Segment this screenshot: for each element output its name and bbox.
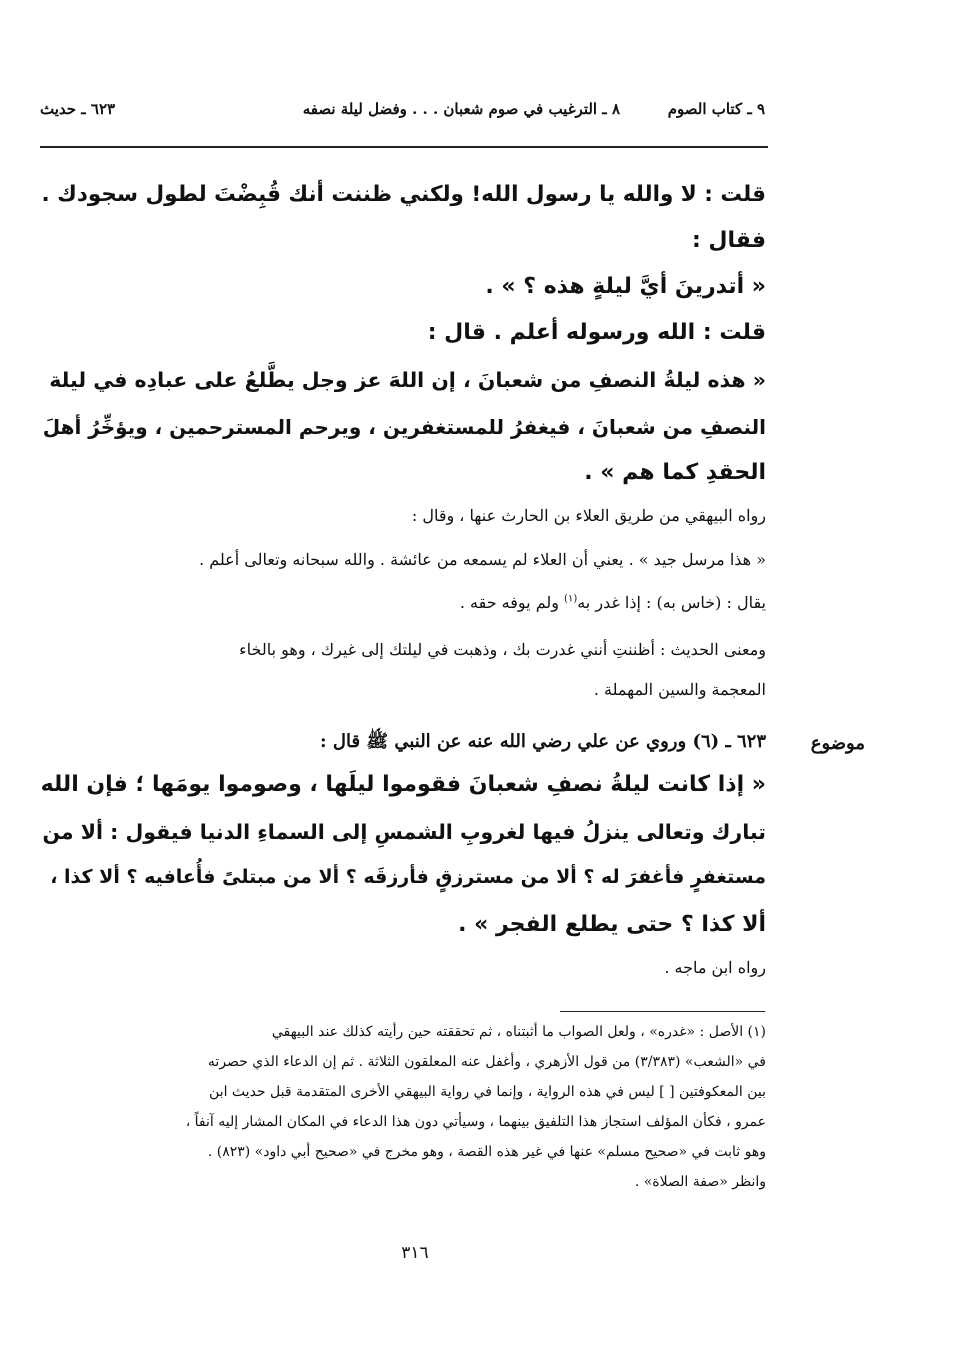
footnote-line: وانظر «صفة الصلاة» . xyxy=(634,1174,766,1190)
footnote-divider xyxy=(560,1011,765,1012)
text-line: ومعنى الحديث : أظننتِ أنني غدرت بك ، وذهبت في ليلتك إلى غيرك ، وهو بالخاء xyxy=(239,640,766,659)
text-line xyxy=(460,593,766,612)
footnote-line: بين المعكوفتين [ ] ليس في هذه الرواية ، وإنما في رواية البيهقي الأخرى المتقدمة قبل حديث ابن xyxy=(209,1084,766,1100)
footnote-line: وهو ثابت في «صحيح مسلم» عنها في غير هذه القصة ، وهو مخرج في «صحيح أبي داود» (٨٢٣) . xyxy=(207,1144,766,1160)
running-header xyxy=(40,100,765,128)
text-line: قلت : الله ورسوله أعلم . قال : xyxy=(427,320,766,345)
footnote-marker: (١) xyxy=(564,593,578,605)
text-line: تبارك وتعالى ينزلُ فيها لغروبِ الشمسِ إلى السماءِ الدنيا فيقول : ألا من xyxy=(42,820,766,844)
page-number: ٣١٦ xyxy=(401,1243,429,1263)
footnote-line: (١) الأصل : «غدره» ، ولعل الصواب ما أثبتناه ، ثم تحققته حين رأيته كذلك عند البيهقي xyxy=(271,1024,766,1040)
text-line: قلت : لا والله يا رسول الله! ولكني ظننت أنك قُبِضْتَ لطول سجودك . xyxy=(41,182,766,207)
grading-margin-note: موضوع xyxy=(810,733,865,754)
text-line: رواه ابن ماجه . xyxy=(664,958,766,977)
text-line: « أتدرينَ أيَّ ليلةٍ هذه ؟ » . xyxy=(485,274,766,299)
header-book-title: ٩ ـ كتاب الصوم xyxy=(667,100,765,118)
header-divider xyxy=(40,146,768,148)
text-line: « إذا كانت ليلةُ نصفِ شعبانَ فقوموا ليلَها ، وصوموا يومَها ؛ فإن الله xyxy=(40,772,766,797)
text-line: فقال : xyxy=(691,228,766,253)
footnote-line: في «الشعب» (٣/٣٨٣) من قول الأزهري ، وأغفل عنه المعلقون الثلاثة . ثم إن الدعاء الذي حصرته xyxy=(207,1054,766,1070)
text-line: « هذا مرسل جيد » . يعني أن العلاء لم يسمعه من عائشة . والله سبحانه وتعالى أعلم . xyxy=(199,550,766,569)
text-line: النصفِ من شعبانَ ، فيغفرُ للمستغفرين ، ويرحم المسترحمين ، ويؤخِّرُ أهلَ xyxy=(42,415,766,439)
text-line: المعجمة والسين المهملة . xyxy=(593,680,766,699)
text-line: ألا كذا ؟ حتى يطلع الفجر » . xyxy=(458,912,766,937)
text-line: « هذه ليلةُ النصفِ من شعبانَ ، إن اللهَ عز وجل يطَّلعُ على عبادِه في ليلة xyxy=(49,368,766,392)
text-line: مستغفرٍ فأغفرَ له ؟ ألا من مسترزقٍ فأرزقَه ؟ ألا من مبتلىً فأُعافيه ؟ ألا كذا ، xyxy=(50,866,766,888)
text-line: الحقدِ كما هم » . xyxy=(584,460,766,485)
text-segment: يقال : (خاس به) : إذا غدر به xyxy=(577,593,766,612)
text-segment: ولم يوفه حقه . xyxy=(459,593,565,612)
footnote-line: عمرو ، فكأن المؤلف استجاز هذا التلفيق بينهما ، وسيأتي دون هذا الدعاء في المكان المشار إليه آنفاً ، xyxy=(185,1114,766,1130)
header-hadith-number: ٦٢٣ ـ حديث xyxy=(40,100,116,118)
hadith-heading: ٦٢٣ ـ (٦) وروي عن علي رضي الله عنه عن النبي ﷺ قال : xyxy=(319,731,766,752)
header-chapter-title: ٨ ـ الترغيب في صوم شعبان . . . وفضل ليلة نصفه xyxy=(302,100,620,118)
text-line: رواه البيهقي من طريق العلاء بن الحارث عنها ، وقال : xyxy=(411,506,766,525)
